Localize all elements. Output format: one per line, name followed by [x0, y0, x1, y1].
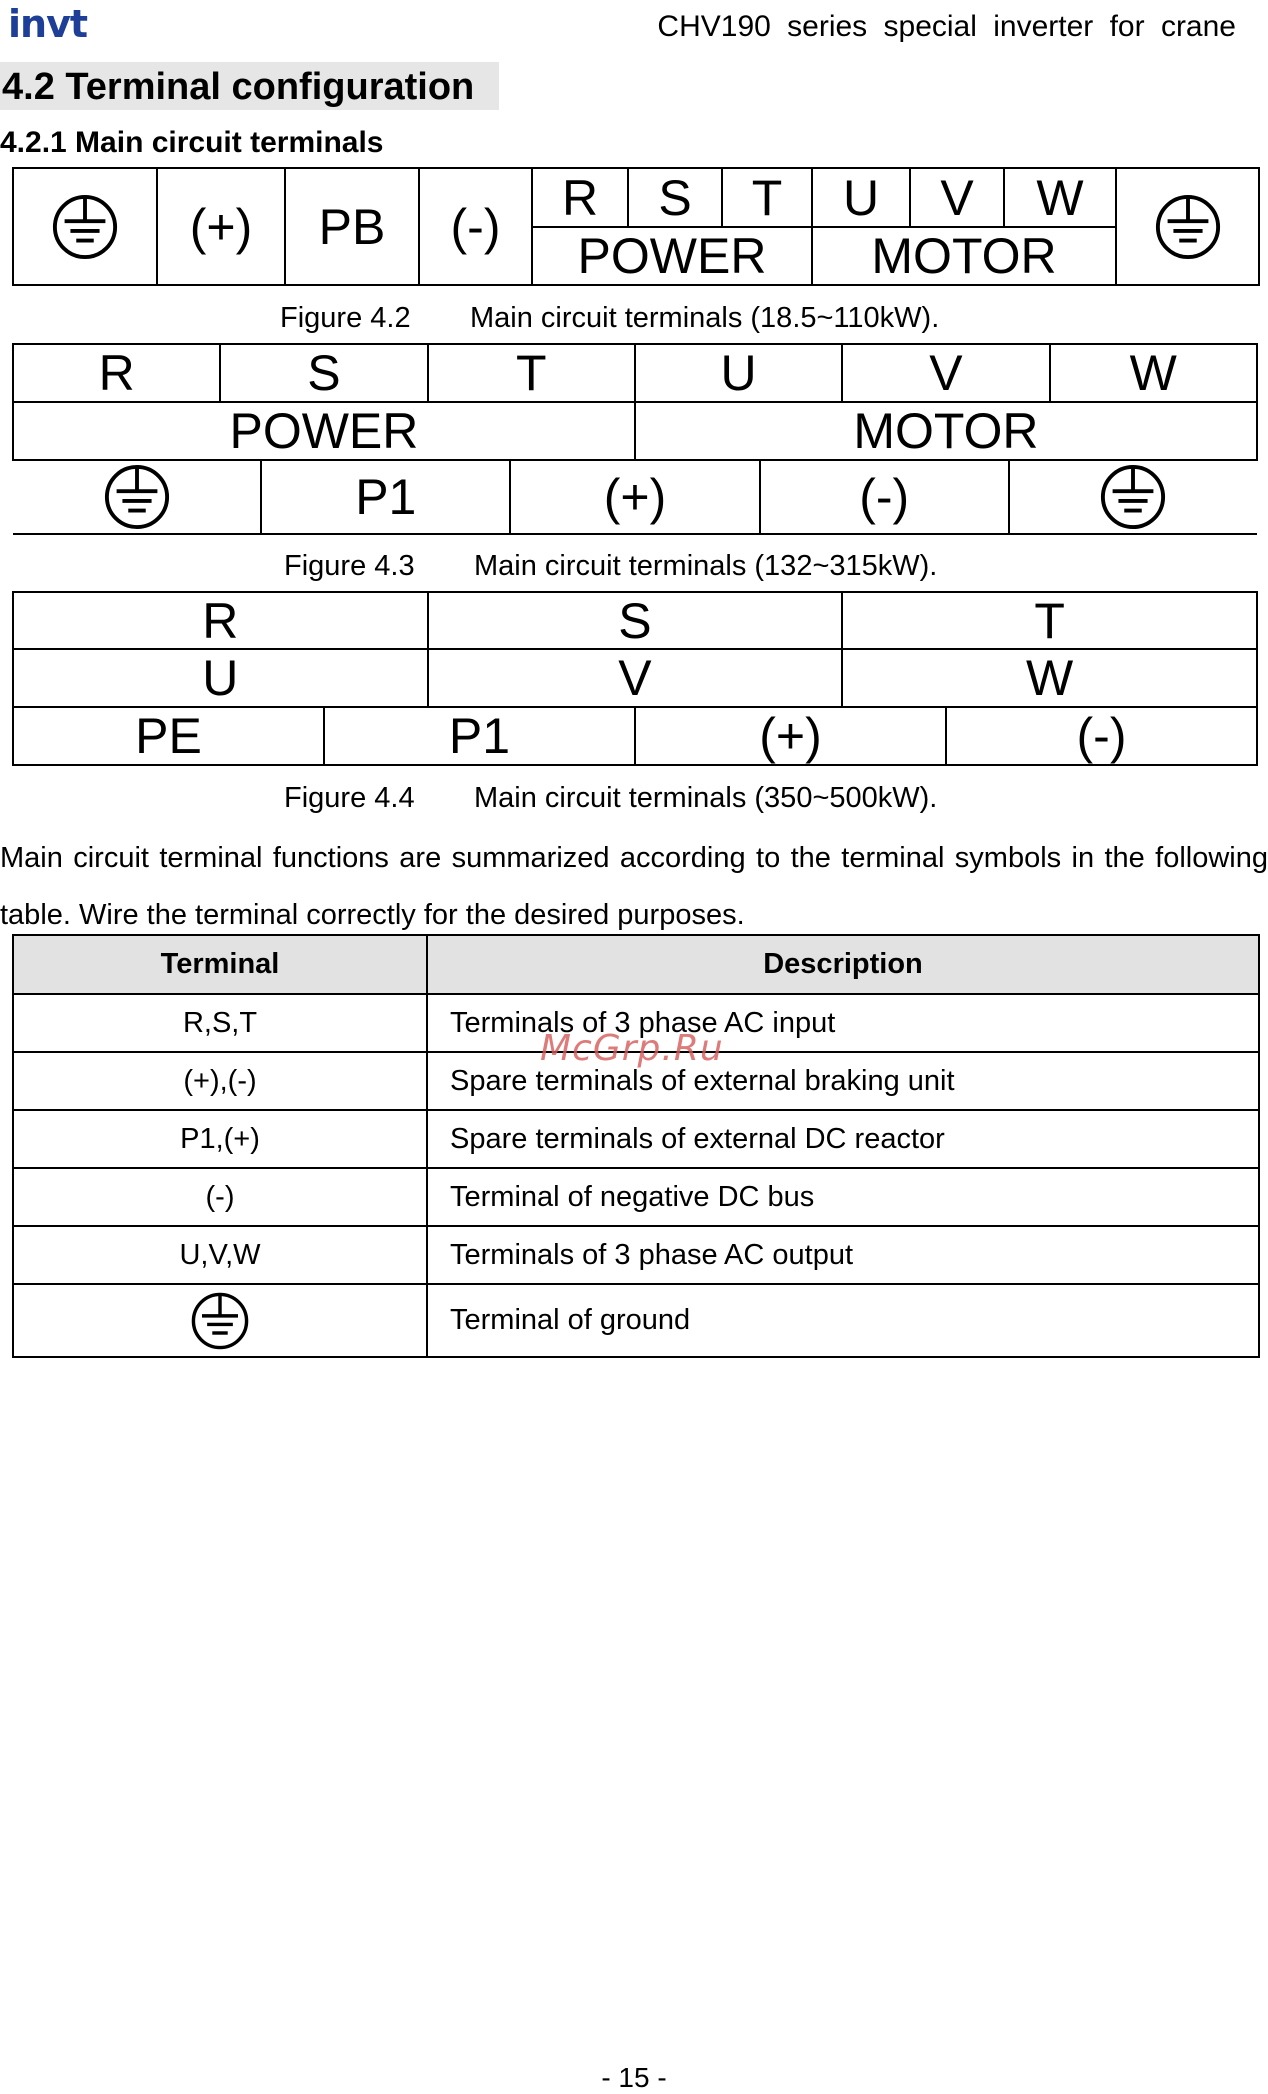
terminal-p1: P1	[324, 707, 635, 765]
terminal-u: U	[13, 649, 428, 707]
terminal-function-table	[12, 934, 1260, 1358]
ground-icon	[190, 1291, 250, 1351]
table-row	[13, 1168, 1259, 1226]
invt-logo: invt	[8, 2, 88, 46]
figure-4-3-caption: Figure 4.3 Main circuit terminals (132~315kW).	[284, 550, 938, 582]
terminal-r: R	[13, 592, 428, 649]
figure-4-4-caption: Figure 4.4 Main circuit terminals (350~500kW).	[284, 782, 938, 814]
description-cell: Terminals of 3 phase AC input	[427, 994, 1259, 1052]
terminal-r: R	[532, 168, 628, 227]
ground-icon	[1009, 461, 1257, 534]
terminal-plus: (+)	[157, 168, 285, 285]
table-row	[13, 1284, 1259, 1357]
figure-4-3-diagram	[12, 343, 1258, 535]
terminal-u: U	[635, 344, 842, 402]
terminal-cell: U,V,W	[13, 1226, 427, 1284]
ground-icon	[13, 461, 261, 534]
terminal-s: S	[428, 592, 843, 649]
description-cell: Terminals of 3 phase AC output	[427, 1226, 1259, 1284]
terminal-v: V	[910, 168, 1004, 227]
figure-4-2-diagram	[12, 167, 1260, 286]
terminal-t: T	[722, 168, 812, 227]
terminal-v: V	[428, 649, 843, 707]
table-row	[13, 1226, 1259, 1284]
terminal-minus: (-)	[760, 461, 1009, 534]
description-cell: Spare terminals of external braking unit	[427, 1052, 1259, 1110]
terminal-w: W	[1004, 168, 1116, 227]
motor-label: MOTOR	[635, 402, 1257, 460]
ground-icon	[13, 168, 157, 285]
terminal-s: S	[220, 344, 427, 402]
body-paragraph: Main circuit terminal functions are summarized according to the terminal symbols in the following table. Wire the terminal correctly for the desired purposes.	[0, 842, 1268, 931]
table-row	[13, 1110, 1259, 1168]
terminal-v: V	[842, 344, 1049, 402]
terminal-plus: (+)	[635, 707, 946, 765]
figure-4-4-diagram	[12, 591, 1258, 766]
terminal-cell: R,S,T	[13, 994, 427, 1052]
table-header-description: Description	[427, 935, 1259, 994]
terminal-w: W	[1050, 344, 1257, 402]
terminal-cell: (+),(-)	[13, 1052, 427, 1110]
terminal-s: S	[628, 168, 722, 227]
terminal-cell: P1,(+)	[13, 1110, 427, 1168]
terminal-pe: PE	[13, 707, 324, 765]
description-cell: Terminal of negative DC bus	[427, 1168, 1259, 1226]
watermark: McGrp.Ru	[540, 1028, 724, 1069]
terminal-t: T	[842, 592, 1257, 649]
ground-icon	[1116, 168, 1259, 285]
terminal-minus: (-)	[946, 707, 1257, 765]
description-cell: Terminal of ground	[427, 1284, 1259, 1357]
motor-label: MOTOR	[812, 227, 1116, 285]
terminal-t: T	[428, 344, 635, 402]
power-label: POWER	[532, 227, 812, 285]
terminal-pb: PB	[285, 168, 419, 285]
power-label: POWER	[13, 402, 635, 460]
terminal-u: U	[812, 168, 910, 227]
header-title: CHV190 series special inverter for crane	[657, 10, 1236, 43]
section-title: 4.2 Terminal configuration	[0, 62, 499, 110]
terminal-r: R	[13, 344, 220, 402]
terminal-w: W	[842, 649, 1257, 707]
figure-4-2-caption: Figure 4.2 Main circuit terminals (18.5~110kW).	[280, 302, 940, 334]
terminal-p1: P1	[261, 461, 510, 534]
subsection-title: 4.2.1 Main circuit terminals	[0, 126, 384, 159]
description-cell: Spare terminals of external DC reactor	[427, 1110, 1259, 1168]
terminal-plus: (+)	[510, 461, 759, 534]
page-number: - 15 -	[601, 2062, 667, 2093]
terminal-cell	[13, 1284, 427, 1357]
table-header-terminal: Terminal	[13, 935, 427, 994]
terminal-cell: (-)	[13, 1168, 427, 1226]
terminal-minus: (-)	[419, 168, 532, 285]
